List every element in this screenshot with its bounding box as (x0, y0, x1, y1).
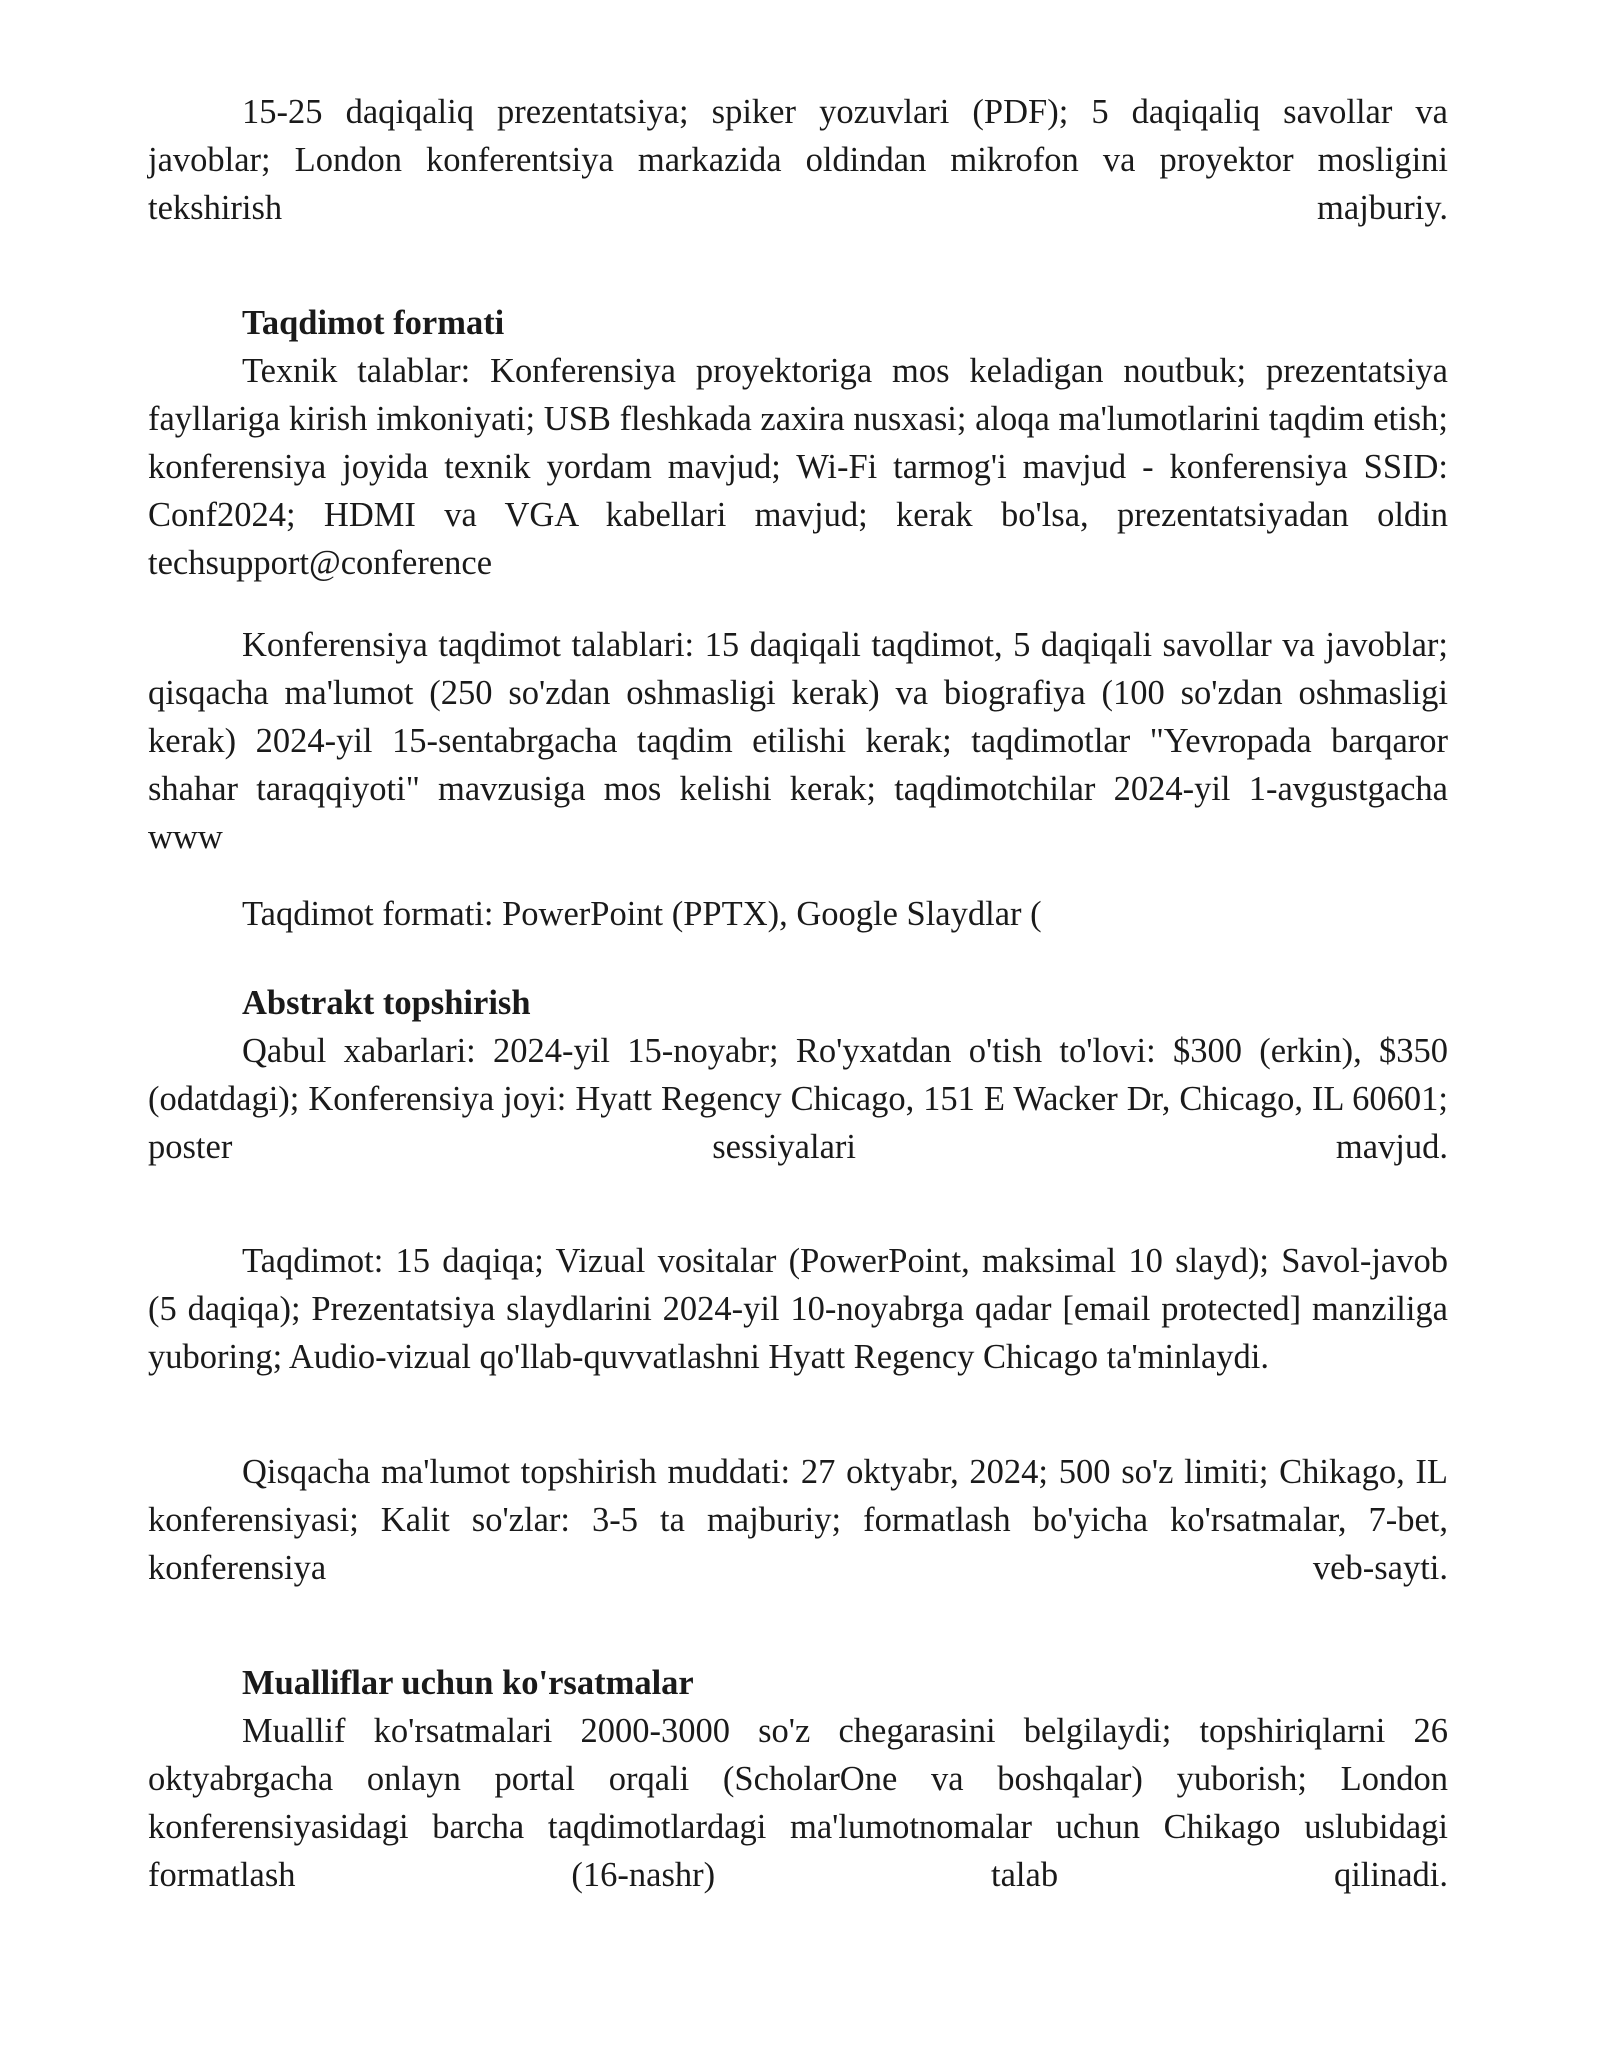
abstract-paragraph-presentation: Taqdimot: 15 daqiqa; Vizual vositalar (PowerPoint, maksimal 10 slayd); Savol-javob (5 daqiqa); Prezentatsiya slaydlarini 2024-yil 10-noyabrga qadar [email protected] manziliga yuboring; Audio-vizual qo'llab-quvvatlashni Hyatt Regency Chicago ta'minlaydi. (148, 1242, 1448, 1376)
document-page (148, 88, 1448, 1899)
abstract-paragraph-acceptance: Qabul xabarlari: 2024-yil 15-noyabr; Ro'yxatdan o'tish to'lovi: $300 (erkin), $350 (odatdagi); Konferensiya joyi: Hyatt Regency Chicago, 151 E Wacker Dr, Chicago, IL 60601; poster sessiyalari mavjud. (148, 1032, 1448, 1166)
format-paragraph-technical: Texnik talablar: Konferensiya proyektoriga mos keladigan noutbuk; prezentatsiya fayllariga kirish imkoniyati; USB fleshkada zaxira nusxasi; aloqa ma'lumotlarini taqdim etish; konferensiya joyida texnik yordam mavjud; Wi-Fi tarmog'i mavjud - konferensiya SSID: Conf2024; HDMI va VGA kabellari mavjud; kerak bo'lsa, prezentatsiyadan oldin techsupport@conference (148, 352, 1448, 582)
abstract-heading: Abstrakt topshirish (242, 984, 531, 1022)
format-paragraph-requirements: Konferensiya taqdimot talablari: 15 daqiqali taqdimot, 5 daqiqali savollar va javoblar; qisqacha ma'lumot (250 so'zdan oshmasligi kerak) va biografiya (100 so'zdan oshmasligi kerak) 2024-yil 15-sentabrgacha taqdim etilishi kerak; taqdimotlar "Yevropada barqaror shahar taraqqiyoti" mavzusiga mos kelishi kerak; taqdimotchilar 2024-yil 1-avgustgacha www (148, 626, 1448, 856)
authors-paragraph-guidelines: Muallif ko'rsatmalari 2000-3000 so'z chegarasini belgilaydi; topshiriqlarni 26 oktyabrgacha onlayn portal orqali (ScholarOne va boshqalar) yuborish; London konferensiyasidagi barcha taqdimotlardagi ma'lumotnomalar uchun Chikago uslubidagi formatlash (16-nashr) talab qilinadi. (148, 1712, 1448, 1894)
format-paragraph-files: Taqdimot formati: PowerPoint (PPTX), Google Slaydlar ( (242, 895, 1042, 933)
intro-paragraph: 15-25 daqiqaliq prezentatsiya; spiker yozuvlari (PDF); 5 daqiqaliq savollar va javoblar; London konferentsiya markazida oldindan mikrofon va proyektor mosligini tekshirish majburiy. (148, 93, 1448, 227)
authors-heading: Mualliflar uchun ko'rsatmalar (242, 1664, 694, 1702)
format-heading: Taqdimot formati (242, 304, 505, 342)
abstract-paragraph-deadline: Qisqacha ma'lumot topshirish muddati: 27 oktyabr, 2024; 500 so'z limiti; Chikago, IL konferensiyasi; Kalit so'zlar: 3-5 ta majburiy; formatlash bo'yicha ko'rsatmalar, 7-bet, konferensiya veb-sayti. (148, 1453, 1448, 1587)
